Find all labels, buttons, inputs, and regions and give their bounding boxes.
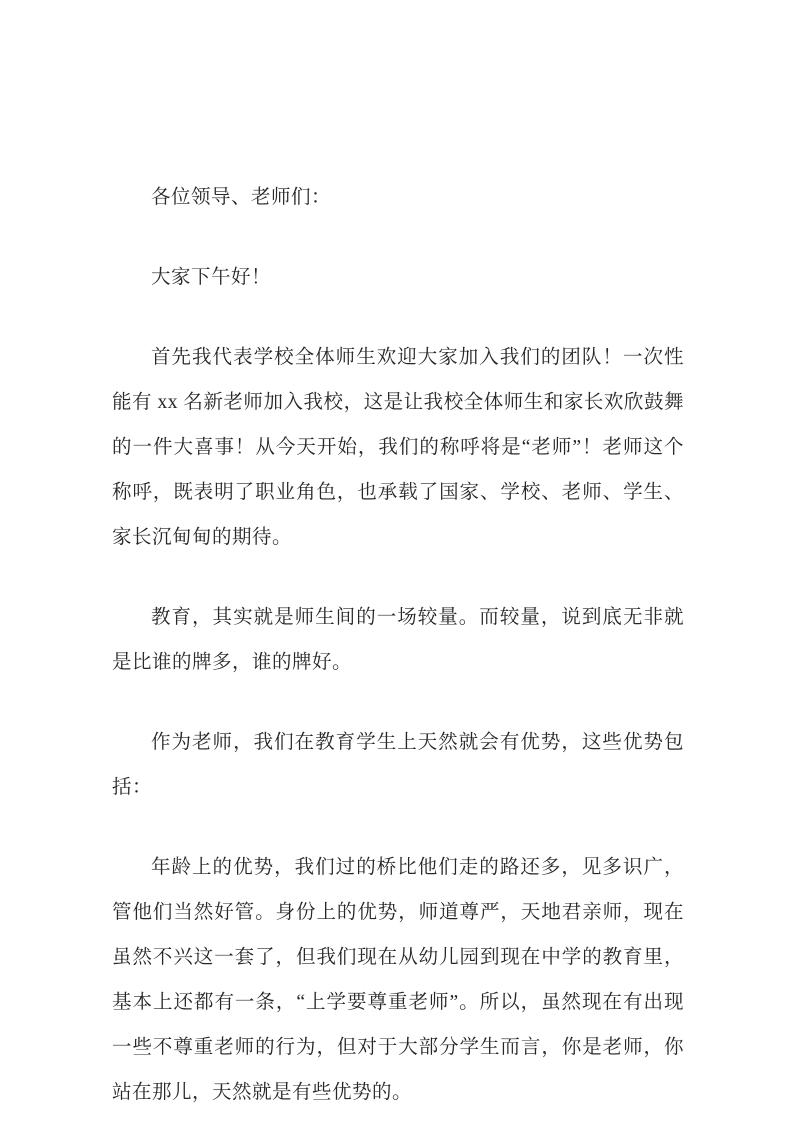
document-text-block: [112, 175, 684, 1122]
body-paragraph-education: 教育，其实就是师生间的一场较量。而较量，说到底无非就是比谁的牌多，谁的牌好。: [112, 607, 684, 673]
salutation-line: 各位领导、老师们：: [151, 187, 332, 208]
greeting-line: 大家下午好！: [151, 267, 272, 288]
body-paragraph-welcome: 首先我代表学校全体师生欢迎大家加入我们的团队！一次性能有 xx 名新老师加入我校，这是让我校全体师生和家长欢欣鼓舞的一件大喜事！从今天开始，我们的称呼将是“老师”！老师这个称呼，既表明了职业角色，也承载了国家、学校、老师、学生、家长沉甸甸的期待。: [112, 347, 684, 548]
body-paragraph-advantages-intro: 作为老师，我们在教育学生上天然就会有优势，这些优势包括：: [112, 732, 684, 798]
body-paragraph-advantages-detail: 年龄上的优势，我们过的桥比他们走的路还多，见多识广，管他们当然好管。身份上的优势，师道尊严，天地君亲师，现在虽然不兴这一套了，但我们现在从幼儿园到现在中学的教育里，基本上还都有一条，“上学要尊重老师”。所以，虽然现在有出现一些不尊重老师的行为，但对于大部分学生而言，你是老师，你站在那儿，天然就是有些优势的。: [112, 857, 684, 1103]
